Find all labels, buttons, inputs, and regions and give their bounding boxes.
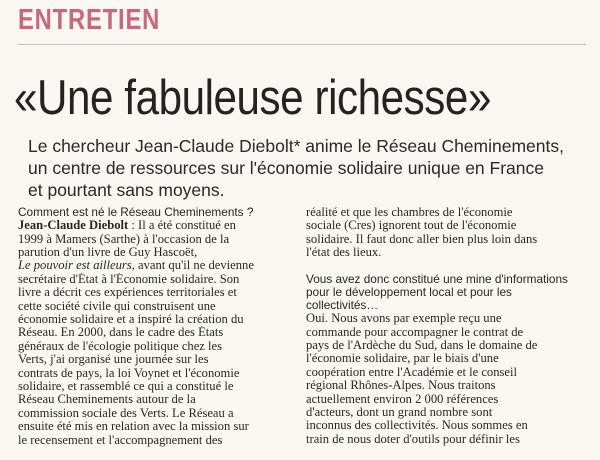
answer-line: inconnus des collectivités. Nous sommes en — [306, 419, 528, 433]
answer-line: coopération entre l'Académie et le conseil — [306, 365, 518, 379]
paragraph-gap — [306, 260, 588, 273]
answer-line: l'économie solidaire, par le biais d'une — [306, 352, 499, 366]
headline: «Une fabuleuse richesse» — [14, 71, 491, 125]
lede-line: et pourtant sans moyens. — [28, 180, 225, 200]
question-heading: Vous avez donc constitué une mine d'informations — [306, 272, 568, 286]
question-heading: Comment est né le Réseau Cheminements ? — [18, 206, 254, 219]
answer-line: livre a décrit ces expériences territoriales et — [18, 286, 237, 300]
answer-line: commande pour accompagner le contrat de — [306, 325, 524, 339]
lede-line: Le chercheur Jean-Claude Diebolt* anime le Réseau Cheminements, — [28, 136, 564, 156]
body-line: sociale (Cres) ignorent tout de l'économie — [306, 219, 517, 233]
answer-line: train de nous doter d'outils pour définir les — [306, 432, 520, 446]
answer-line: économie solidaire et a inspiré la création du — [18, 313, 244, 327]
section-label: ENTRETIEN — [18, 4, 161, 36]
answer-line: commission sociale des Verts. Le Réseau a — [18, 406, 234, 420]
article-column-left — [18, 206, 286, 447]
answer-line: cette société civile qui construisent une — [18, 299, 216, 313]
answer-line: régional Rhônes-Alpes. Nous traitons — [306, 379, 496, 393]
article-column-right — [306, 206, 588, 446]
answer-line: Le pouvoir est ailleurs, avant qu'il ne devienne — [18, 259, 254, 273]
answer-line: d'acteurs, dont un grand nombre sont — [306, 406, 493, 420]
answer-line: actuellement environ 2 000 références — [306, 392, 499, 406]
body-line: solidaire. Il faut donc aller bien plus loin dans — [306, 232, 538, 246]
answer-line: généraux de l'écologie politique chez les — [18, 339, 223, 353]
book-title: Le pouvoir est ailleurs — [18, 259, 132, 273]
answer-line: Réseau. En 2000, dans le cadre des États — [18, 326, 224, 340]
answer-line: Jean-Claude Diebolt : Il a été constitué en — [18, 219, 236, 233]
header-rule — [18, 44, 586, 45]
answer-line: le recensement et l'accompagnement des — [18, 433, 223, 447]
lede-paragraph — [28, 135, 588, 201]
question-heading: collectivités… — [306, 299, 379, 313]
answer-line: pays de l'Ardèche du Sud, dans le domaine de — [306, 339, 538, 353]
answer-line: solidaire, et rassemblé ce qui a constitué le — [18, 380, 234, 394]
body-line: réalité et que les chambres de l'économie — [306, 206, 513, 219]
answer-line: 1999 à Mamers (Sarthe) à l'occasion de la — [18, 232, 230, 246]
answer-line: Réseau Cheminements autour de la — [18, 393, 196, 407]
answer-line: parution d'un livre de Guy Hascoët, — [18, 246, 198, 260]
answer-line: ensuite été mis en relation avec la mission sur — [18, 420, 249, 434]
answer-line: secrétaire d'État à l'Économie solidaire. Son — [18, 272, 240, 286]
body-line: l'état des lieux. — [306, 246, 382, 260]
lede-line: un centre de ressources sur l'économie solidaire unique en France — [28, 158, 544, 178]
question-heading: pour le développement local et pour les — [306, 285, 512, 299]
answer-line: Oui. Nous avons par exemple reçu une — [306, 312, 502, 326]
answer-line: contrats de pays, la loi Voynet et l'économie — [18, 366, 240, 380]
answer-line: Verts, j'ai organisé une journée sur les — [18, 353, 209, 367]
speaker-name: Jean-Claude Diebolt — [18, 219, 129, 233]
